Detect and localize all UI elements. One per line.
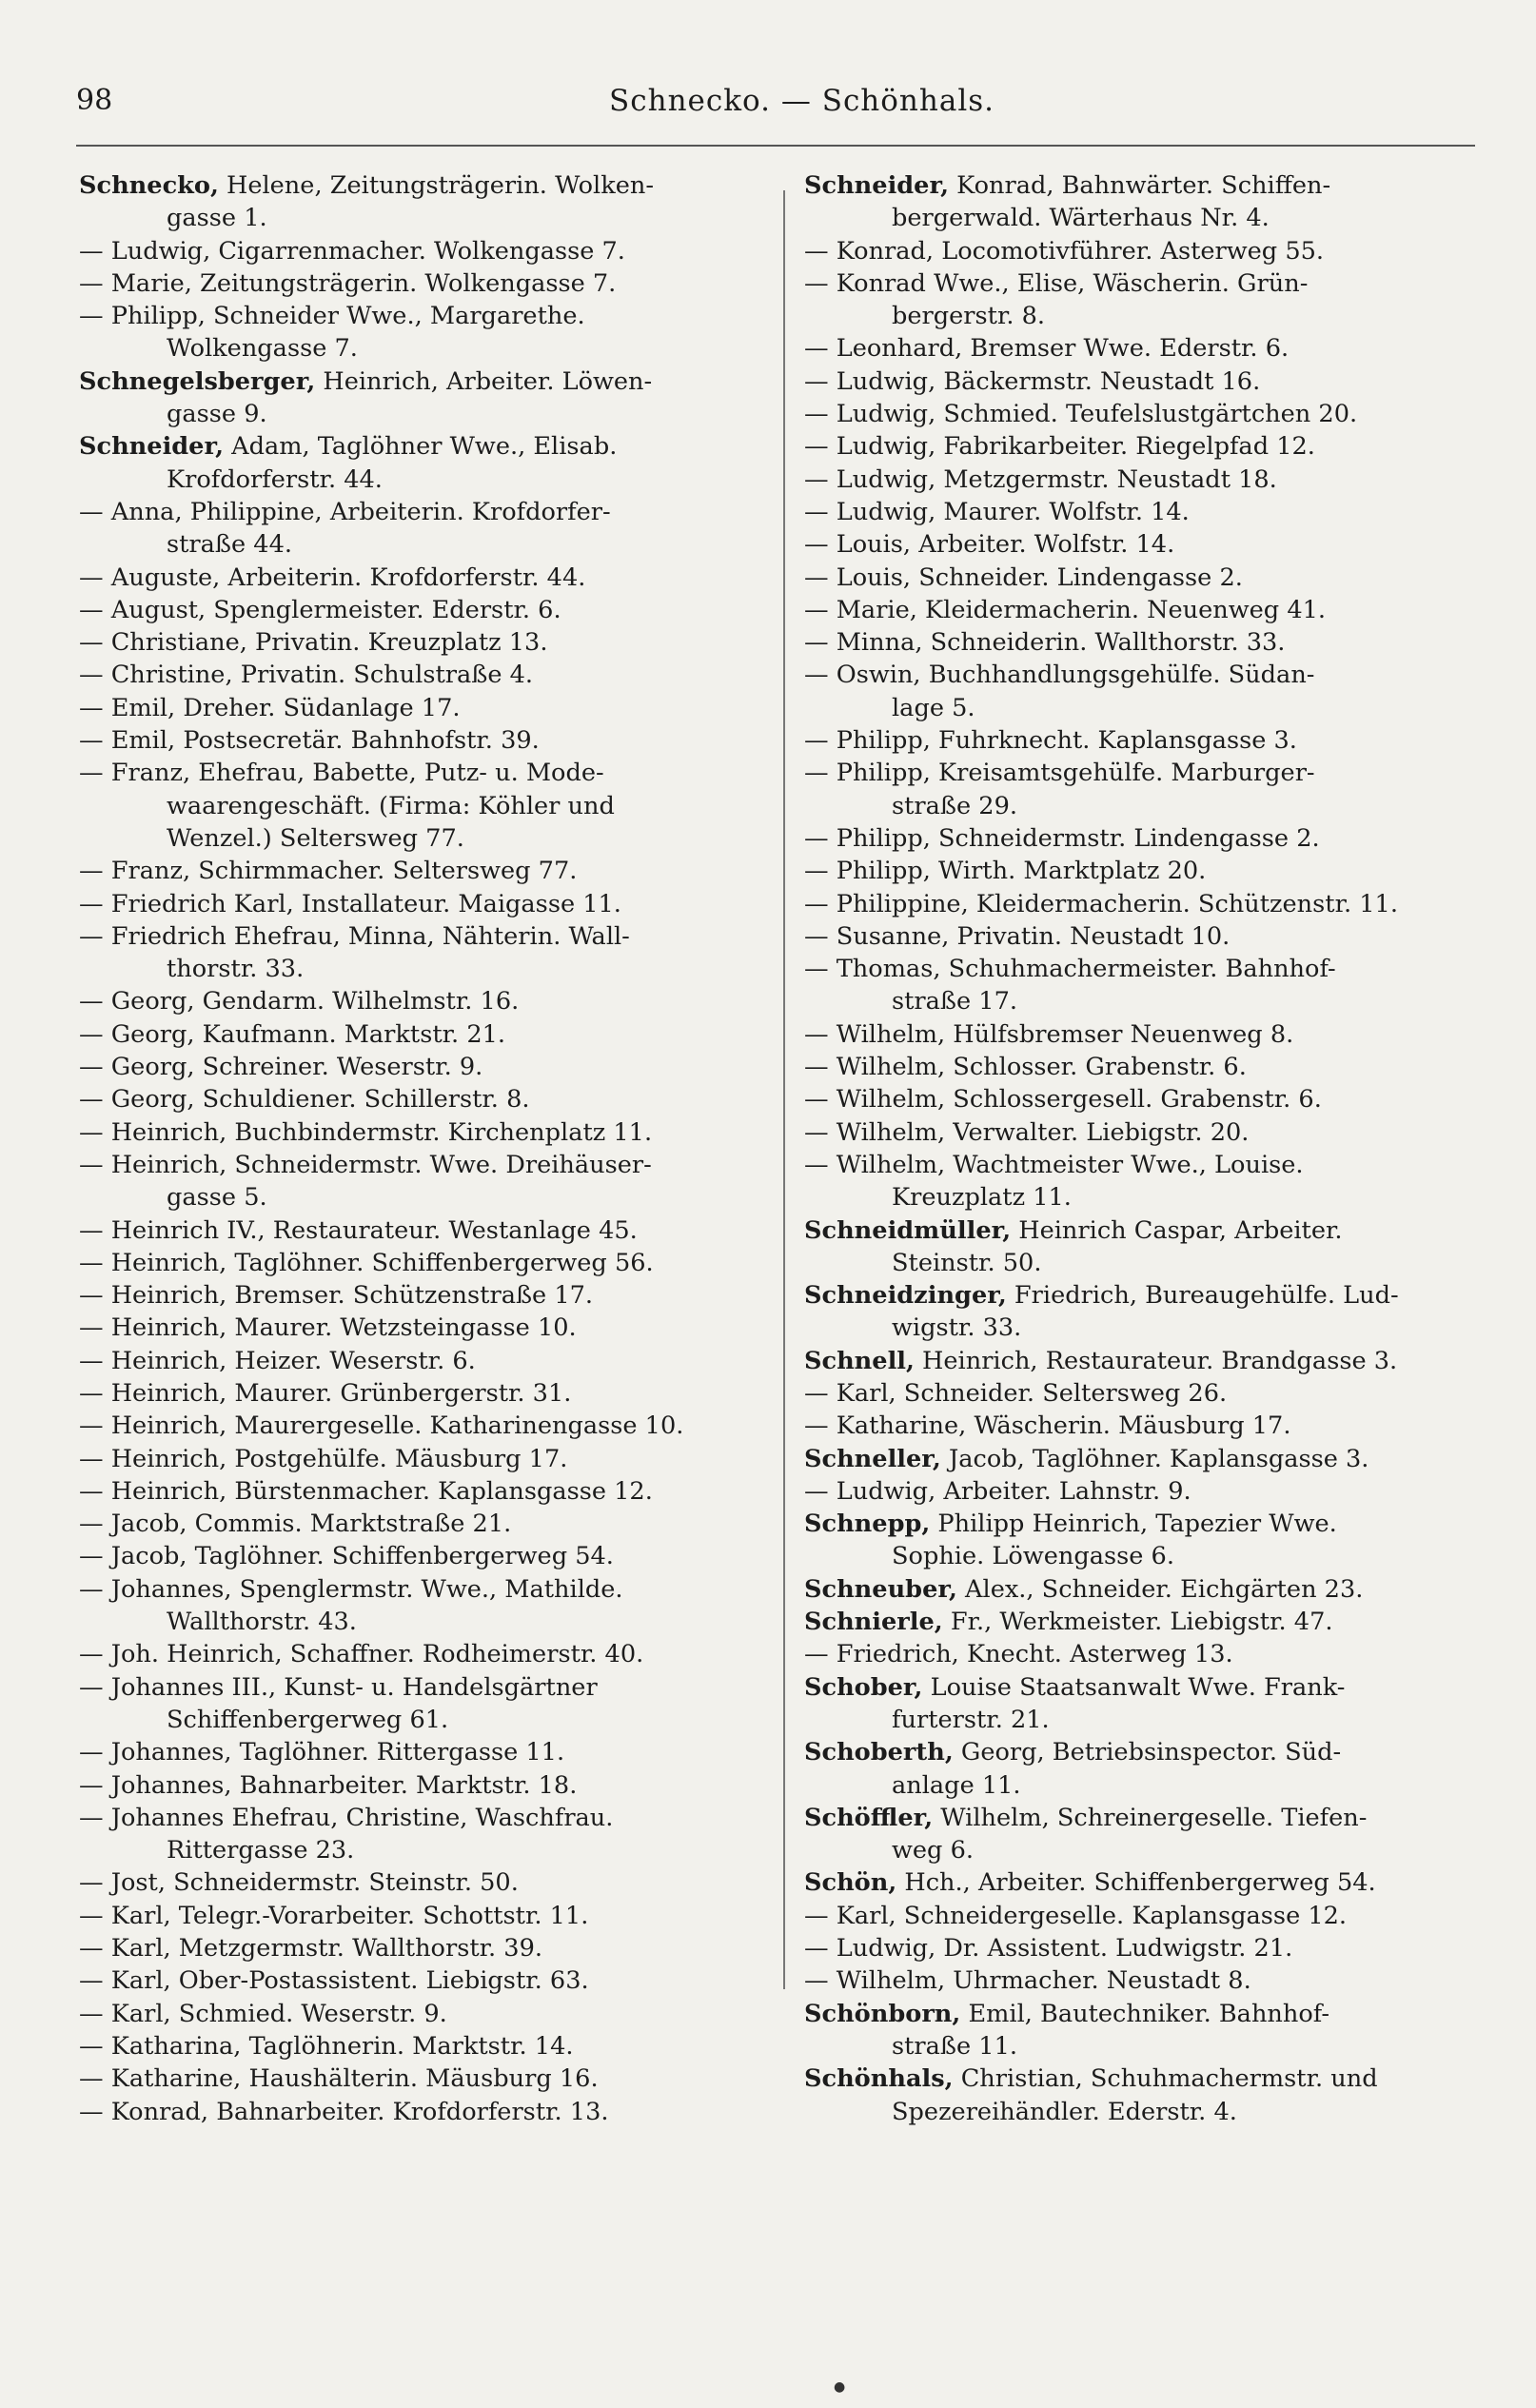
stray-print-mark: ● [834, 2379, 846, 2395]
directory-line [804, 822, 1485, 855]
surname: Schneuber, [804, 1574, 957, 1604]
directory-entry-head [804, 1736, 1485, 1768]
directory-line [804, 1475, 1485, 1508]
entry-text: — Friedrich Ehefrau, Minna, Nähterin. Wall- [79, 921, 630, 951]
surname: Schnell, [804, 1346, 915, 1375]
entry-text: — Jacob, Taglöhner. Schiffenbergerweg 54. [79, 1542, 614, 1571]
directory-line [79, 1736, 757, 1768]
directory-entry-head [79, 169, 757, 202]
directory-line [79, 1866, 757, 1899]
directory-entry-head [804, 2063, 1485, 2095]
entry-text: furterstr. 21. [892, 1705, 1050, 1734]
entry-text: Wolkengasse 7. [167, 334, 358, 364]
directory-line [804, 953, 1485, 985]
surname: Schneller, [804, 1444, 941, 1473]
entry-text: — Philipp, Wirth. Marktplatz 20. [804, 857, 1207, 886]
directory-line [804, 1410, 1485, 1442]
directory-line [804, 1540, 1485, 1572]
directory-line [804, 855, 1485, 887]
directory-line [804, 562, 1485, 594]
directory-line [79, 235, 757, 267]
entry-text: — Friedrich Karl, Installateur. Maigasse 11. [79, 889, 621, 918]
directory-entry-head [804, 1802, 1485, 1834]
directory-line [79, 1802, 757, 1834]
directory-line [804, 1116, 1485, 1149]
entry-text: — Wilhelm, Verwalter. Liebigstr. 20. [804, 1117, 1250, 1147]
surname: Schneider, [804, 171, 949, 200]
directory-entry-head [79, 365, 757, 398]
entry-text: — Louis, Schneider. Lindengasse 2. [804, 563, 1243, 592]
surname: Schön, [804, 1868, 897, 1898]
entry-text: — Georg, Gendarm. Wilhelmstr. 16. [79, 987, 520, 1016]
entry-text: — Georg, Schuldiener. Schillerstr. 8. [79, 1085, 530, 1115]
entry-text: wigstr. 33. [892, 1313, 1022, 1343]
directory-line [79, 1214, 757, 1247]
entry-text: anlage 11. [892, 1770, 1021, 1800]
directory-line [79, 1116, 757, 1149]
directory-line [79, 1279, 757, 1312]
surname: Schönhals, [804, 2064, 954, 2094]
entry-text: bergerwald. Wärterhaus Nr. 4. [892, 204, 1270, 233]
directory-line [79, 1051, 757, 1083]
directory-line [79, 724, 757, 757]
entry-text: — Leonhard, Bremser Wwe. Ederstr. 6. [804, 334, 1290, 364]
entry-text: gasse 1. [167, 204, 267, 233]
column-divider [783, 190, 785, 1989]
directory-line [79, 1443, 757, 1475]
entry-text: straße 11. [892, 2031, 1017, 2061]
directory-line [804, 464, 1485, 496]
entry-text: — Konrad, Bahnarbeiter. Krofdorferstr. 13. [79, 2097, 609, 2126]
directory-line [804, 888, 1485, 920]
directory-line [79, 1769, 757, 1802]
entry-text: — Heinrich, Maurer. Grünbergerstr. 31. [79, 1378, 572, 1408]
entry-text: — Franz, Ehefrau, Babette, Putz- u. Mode- [79, 759, 604, 788]
directory-line [79, 1964, 757, 1997]
directory-line [804, 1704, 1485, 1736]
directory-line [79, 1312, 757, 1344]
entry-text: — Friedrich, Knecht. Asterweg 13. [804, 1640, 1233, 1669]
directory-line [79, 953, 757, 985]
directory-line [79, 757, 757, 789]
entry-text: — Katharine, Haushälterin. Mäusburg 16. [79, 2064, 599, 2094]
entry-text: — Emil, Dreher. Südanlage 17. [79, 693, 461, 722]
entry-text: — Heinrich, Bürstenmacher. Kaplansgasse 12. [79, 1476, 653, 1506]
directory-line [79, 2096, 757, 2128]
entry-text: — Heinrich, Taglöhner. Schiffenbergerweg 56. [79, 1248, 654, 1277]
entry-text: — Joh. Heinrich, Schaffner. Rodheimerstr. 40. [79, 1640, 644, 1669]
entry-text: Heinrich, Arbeiter. Löwen- [315, 366, 653, 396]
directory-line [804, 398, 1485, 430]
entry-text: Wilhelm, Schreinergeselle. Tiefen- [933, 1803, 1368, 1832]
directory-line [804, 1181, 1485, 1214]
surname: Schnegelsberger, [79, 366, 316, 396]
entry-text: — Philipp, Kreisamtsgehülfe. Marburger- [804, 759, 1315, 788]
entry-text: — Ludwig, Schmied. Teufelslustgärtchen 20. [804, 400, 1358, 429]
directory-line [79, 1606, 757, 1638]
entry-text: — Karl, Metzgermstr. Wallthorstr. 39. [79, 1934, 543, 1964]
directory-line [79, 332, 757, 365]
directory-line [79, 1247, 757, 1279]
entry-text: — Jacob, Commis. Marktstraße 21. [79, 1510, 512, 1539]
directory-entry-head [804, 1508, 1485, 1540]
entry-text: Heinrich Caspar, Arbeiter. [1011, 1215, 1343, 1245]
entry-text: Jacob, Taglöhner. Kaplansgasse 3. [940, 1444, 1369, 1473]
surname: Schnecko, [79, 171, 219, 200]
directory-line [79, 202, 757, 234]
directory-line [804, 724, 1485, 757]
directory-entry-head [804, 1998, 1485, 2030]
entry-text: — Karl, Ober-Postassistent. Liebigstr. 63. [79, 1966, 589, 1996]
directory-line [79, 1834, 757, 1866]
entry-text: — Ludwig, Metzgermstr. Neustadt 18. [804, 464, 1277, 494]
directory-line [804, 1051, 1485, 1083]
directory-line [79, 1900, 757, 1932]
entry-text: — Konrad, Locomotivführer. Asterweg 55. [804, 236, 1325, 266]
surname: Schnierle, [804, 1608, 943, 1637]
surname: Schober, [804, 1672, 923, 1702]
directory-line [79, 1345, 757, 1377]
entry-text: — Georg, Schreiner. Weserstr. 9. [79, 1053, 483, 1082]
entry-text: — Heinrich, Maurergeselle. Katharinengasse 10. [79, 1411, 684, 1441]
directory-line [804, 496, 1485, 528]
directory-line [79, 1998, 757, 2030]
directory-entry-head [804, 1345, 1485, 1377]
surname: Schönborn, [804, 1999, 961, 2028]
entry-text: Friedrich, Bureaugehülfe. Lud- [1006, 1281, 1399, 1311]
directory-line [804, 920, 1485, 953]
entry-text: — Georg, Kaufmann. Marktstr. 21. [79, 1019, 506, 1049]
directory-line [79, 528, 757, 561]
entry-text: Konrad, Bahnwärter. Schiffen- [949, 171, 1331, 200]
directory-line [79, 2063, 757, 2095]
directory-line [79, 1083, 757, 1115]
entry-text: Rittergasse 23. [167, 1836, 355, 1865]
directory-line [79, 1932, 757, 1964]
entry-text: — Katharina, Taglöhnerin. Marktstr. 14. [79, 2031, 574, 2061]
entry-text: — Jost, Schneidermstr. Steinstr. 50. [79, 1868, 519, 1898]
directory-line [804, 757, 1485, 789]
entry-text: — Karl, Telegr.-Vorarbeiter. Schottstr. 11. [79, 1901, 589, 1930]
directory-line [804, 659, 1485, 691]
entry-text: — Ludwig, Maurer. Wolfstr. 14. [804, 497, 1190, 526]
directory-line [79, 888, 757, 920]
entry-text: — Marie, Kleidermacherin. Neuenweg 41. [804, 595, 1327, 624]
entry-text: — Marie, Zeitungsträgerin. Wolkengasse 7. [79, 268, 617, 298]
directory-line [79, 1508, 757, 1540]
entry-text: Adam, Taglöhner Wwe., Elisab. [224, 432, 618, 462]
entry-text: — Philipp, Fuhrknecht. Kaplansgasse 3. [804, 726, 1297, 756]
directory-line [79, 2030, 757, 2063]
directory-line [79, 626, 757, 659]
entry-text: Fr., Werkmeister. Liebigstr. 47. [942, 1608, 1333, 1637]
directory-entry-head [804, 169, 1485, 202]
directory-line [79, 267, 757, 300]
directory-line [804, 365, 1485, 398]
directory-line [804, 2030, 1485, 2063]
directory-line [79, 562, 757, 594]
entry-text: straße 29. [892, 791, 1017, 820]
directory-line [79, 1540, 757, 1572]
entry-text: — Katharine, Wäscherin. Mäusburg 17. [804, 1411, 1291, 1441]
entry-text: Krofdorferstr. 44. [167, 464, 383, 494]
entry-text: — Johannes, Taglöhner. Rittergasse 11. [79, 1738, 565, 1767]
directory-line [804, 202, 1485, 234]
directory-line [804, 1964, 1485, 1997]
directory-line [79, 1475, 757, 1508]
entry-text: straße 44. [167, 530, 292, 560]
entry-text: — August, Spenglermeister. Ederstr. 6. [79, 595, 561, 624]
surname: Schneidmüller, [804, 1215, 1012, 1245]
entry-text: — Johannes, Spenglermstr. Wwe., Mathilde. [79, 1574, 623, 1604]
directory-line [804, 332, 1485, 365]
entry-text: Georg, Betriebsinspector. Süd- [953, 1738, 1342, 1767]
directory-line [79, 920, 757, 953]
directory-line [804, 235, 1485, 267]
entry-text: — Johannes Ehefrau, Christine, Waschfrau. [79, 1803, 614, 1832]
entry-text: — Wilhelm, Hülfsbremser Neuenweg 8. [804, 1019, 1294, 1049]
entry-text: — Philipp, Schneider Wwe., Margarethe. [79, 302, 585, 331]
directory-line [804, 1083, 1485, 1115]
directory-line [79, 1410, 757, 1442]
entry-text: waarengeschäft. (Firma: Köhler und [167, 791, 615, 820]
entry-text: Alex., Schneider. Eichgärten 23. [956, 1574, 1364, 1604]
entry-text: Louise Staatsanwalt Wwe. Frank- [922, 1672, 1346, 1702]
directory-entry-head [804, 1443, 1485, 1475]
entry-text: — Johannes III., Kunst- u. Handelsgärtner [79, 1672, 598, 1702]
directory-line [804, 1769, 1485, 1802]
entry-text: Wenzel.) Seltersweg 77. [167, 823, 464, 853]
directory-line [804, 594, 1485, 626]
directory-line [804, 430, 1485, 463]
entry-text: — Karl, Schmied. Weserstr. 9. [79, 1999, 447, 2028]
entry-text: Hch., Arbeiter. Schiffenbergerweg 54. [896, 1868, 1376, 1898]
entry-text: — Thomas, Schuhmachermeister. Bahnhof- [804, 955, 1336, 984]
entry-text: — Philipp, Schneidermstr. Lindengasse 2. [804, 823, 1320, 853]
entry-text: — Heinrich, Bremser. Schützenstraße 17. [79, 1281, 594, 1311]
entry-text: — Auguste, Arbeiterin. Krofdorferstr. 44. [79, 563, 586, 592]
directory-line [804, 1377, 1485, 1410]
entry-text: weg 6. [892, 1836, 974, 1865]
directory-line [804, 692, 1485, 724]
directory-line [79, 398, 757, 430]
entry-text: — Johannes, Bahnarbeiter. Marktstr. 18. [79, 1770, 578, 1800]
entry-text: — Ludwig, Cigarrenmacher. Wolkengasse 7. [79, 236, 625, 266]
entry-text: — Franz, Schirmmacher. Seltersweg 77. [79, 857, 578, 886]
left-column [79, 169, 757, 2128]
directory-line [79, 496, 757, 528]
directory-line [79, 1573, 757, 1606]
entry-text: — Karl, Schneider. Seltersweg 26. [804, 1378, 1228, 1408]
page-header [76, 84, 1485, 141]
entry-text: lage 5. [892, 693, 975, 722]
directory-entry-head [804, 1279, 1485, 1312]
directory-entry-head [804, 1671, 1485, 1704]
directory-line [804, 790, 1485, 822]
directory-line [804, 1247, 1485, 1279]
entry-text: — Oswin, Buchhandlungsgehülfe. Südan- [804, 661, 1315, 690]
entry-text: — Emil, Postsecretär. Bahnhofstr. 39. [79, 726, 540, 756]
directory-line [79, 855, 757, 887]
directory-line [804, 1834, 1485, 1866]
running-title: Schnecko. — Schönhals. [609, 84, 995, 118]
entry-text: — Ludwig, Arbeiter. Lahnstr. 9. [804, 1476, 1191, 1506]
header-rule [76, 145, 1475, 147]
entry-text: straße 17. [892, 987, 1017, 1016]
entry-text: gasse 5. [167, 1183, 267, 1213]
directory-line [804, 267, 1485, 300]
directory-line [79, 594, 757, 626]
directory-line [79, 1018, 757, 1051]
directory-line [79, 692, 757, 724]
directory-line [79, 1149, 757, 1181]
surname: Schöffler, [804, 1803, 934, 1832]
directory-line [804, 528, 1485, 561]
entry-text: — Ludwig, Bäckermstr. Neustadt 16. [804, 366, 1261, 396]
entry-text: — Heinrich, Schneidermstr. Wwe. Dreihäuser- [79, 1150, 652, 1179]
entry-text: Philipp Heinrich, Tapezier Wwe. [930, 1510, 1337, 1539]
entry-text: Sophie. Löwengasse 6. [892, 1542, 1174, 1571]
directory-line [79, 1704, 757, 1736]
entry-text: — Konrad Wwe., Elise, Wäscherin. Grün- [804, 268, 1309, 298]
directory-entry-head [804, 1606, 1485, 1638]
surname: Schneidzinger, [804, 1281, 1007, 1311]
directory-line [804, 985, 1485, 1017]
entry-text: Schiffenbergerweg 61. [167, 1705, 449, 1734]
entry-text: — Anna, Philippine, Arbeiterin. Krofdorfer- [79, 497, 611, 526]
entry-text: — Christine, Privatin. Schulstraße 4. [79, 661, 534, 690]
directory-line [804, 1932, 1485, 1964]
directory-line [79, 1638, 757, 1670]
surname: Schoberth, [804, 1738, 954, 1767]
entry-text: — Wilhelm, Uhrmacher. Neustadt 8. [804, 1966, 1251, 1996]
entry-text: thorstr. 33. [167, 955, 305, 984]
entry-text: — Heinrich, Postgehülfe. Mäusburg 17. [79, 1444, 568, 1473]
entry-text: Helene, Zeitungsträgerin. Wolken- [218, 171, 655, 200]
page-number: 98 [76, 84, 113, 117]
entry-text: Spezereihändler. Ederstr. 4. [892, 2097, 1237, 2126]
entry-text: — Heinrich, Heizer. Weserstr. 6. [79, 1346, 476, 1375]
entry-text: — Ludwig, Fabrikarbeiter. Riegelpfad 12. [804, 432, 1315, 462]
entry-text: Christian, Schuhmachermstr. und [953, 2064, 1378, 2094]
directory-line [804, 1312, 1485, 1344]
directory-line [79, 1377, 757, 1410]
directory-entry-head [804, 1573, 1485, 1606]
entry-text: Kreuzplatz 11. [892, 1183, 1072, 1213]
entry-text: Steinstr. 50. [892, 1248, 1042, 1277]
directory-line [79, 659, 757, 691]
entry-text: — Christiane, Privatin. Kreuzplatz 13. [79, 628, 548, 658]
directory-line [804, 1149, 1485, 1181]
entry-text: Heinrich, Restaurateur. Brandgasse 3. [914, 1346, 1398, 1375]
entry-text: — Philippine, Kleidermacherin. Schützenstr. 11. [804, 889, 1398, 918]
directory-line [804, 300, 1485, 332]
entry-text: — Ludwig, Dr. Assistent. Ludwigstr. 21. [804, 1934, 1293, 1964]
entry-text: — Wilhelm, Schlossergesell. Grabenstr. 6. [804, 1085, 1322, 1115]
entry-text: — Wilhelm, Schlosser. Grabenstr. 6. [804, 1053, 1247, 1082]
directory-line [79, 300, 757, 332]
directory-line [79, 822, 757, 855]
right-column [804, 169, 1485, 2128]
directory-line [804, 1018, 1485, 1051]
entry-text: — Heinrich, Maurer. Wetzsteingasse 10. [79, 1313, 577, 1343]
entry-text: bergerstr. 8. [892, 302, 1046, 331]
directory-line [804, 1638, 1485, 1670]
entry-text: — Susanne, Privatin. Neustadt 10. [804, 921, 1231, 951]
directory-line [804, 1900, 1485, 1932]
directory-line [79, 464, 757, 496]
entry-text: — Wilhelm, Wachtmeister Wwe., Louise. [804, 1150, 1304, 1179]
entry-text: — Heinrich IV., Restaurateur. Westanlage 45. [79, 1215, 638, 1245]
directory-line [79, 790, 757, 822]
directory-line [804, 2096, 1485, 2128]
entry-text: gasse 9. [167, 400, 267, 429]
surname: Schnepp, [804, 1510, 931, 1539]
directory-line [804, 626, 1485, 659]
entry-text: — Karl, Schneidergeselle. Kaplansgasse 12. [804, 1901, 1348, 1930]
directory-entry-head [804, 1866, 1485, 1899]
directory-line [79, 985, 757, 1017]
directory-line [79, 1671, 757, 1704]
entry-text: Wallthorstr. 43. [167, 1608, 357, 1637]
directory-entry-head [804, 1214, 1485, 1247]
entry-text: — Louis, Arbeiter. Wolfstr. 14. [804, 530, 1175, 560]
entry-text: — Heinrich, Buchbindermstr. Kirchenplatz 11. [79, 1117, 653, 1147]
entry-text: — Minna, Schneiderin. Wallthorstr. 33. [804, 628, 1286, 658]
surname: Schneider, [79, 432, 224, 462]
entry-text: Emil, Bautechniker. Bahnhof- [960, 1999, 1330, 2028]
directory-line [79, 1181, 757, 1214]
directory-entry-head [79, 430, 757, 463]
